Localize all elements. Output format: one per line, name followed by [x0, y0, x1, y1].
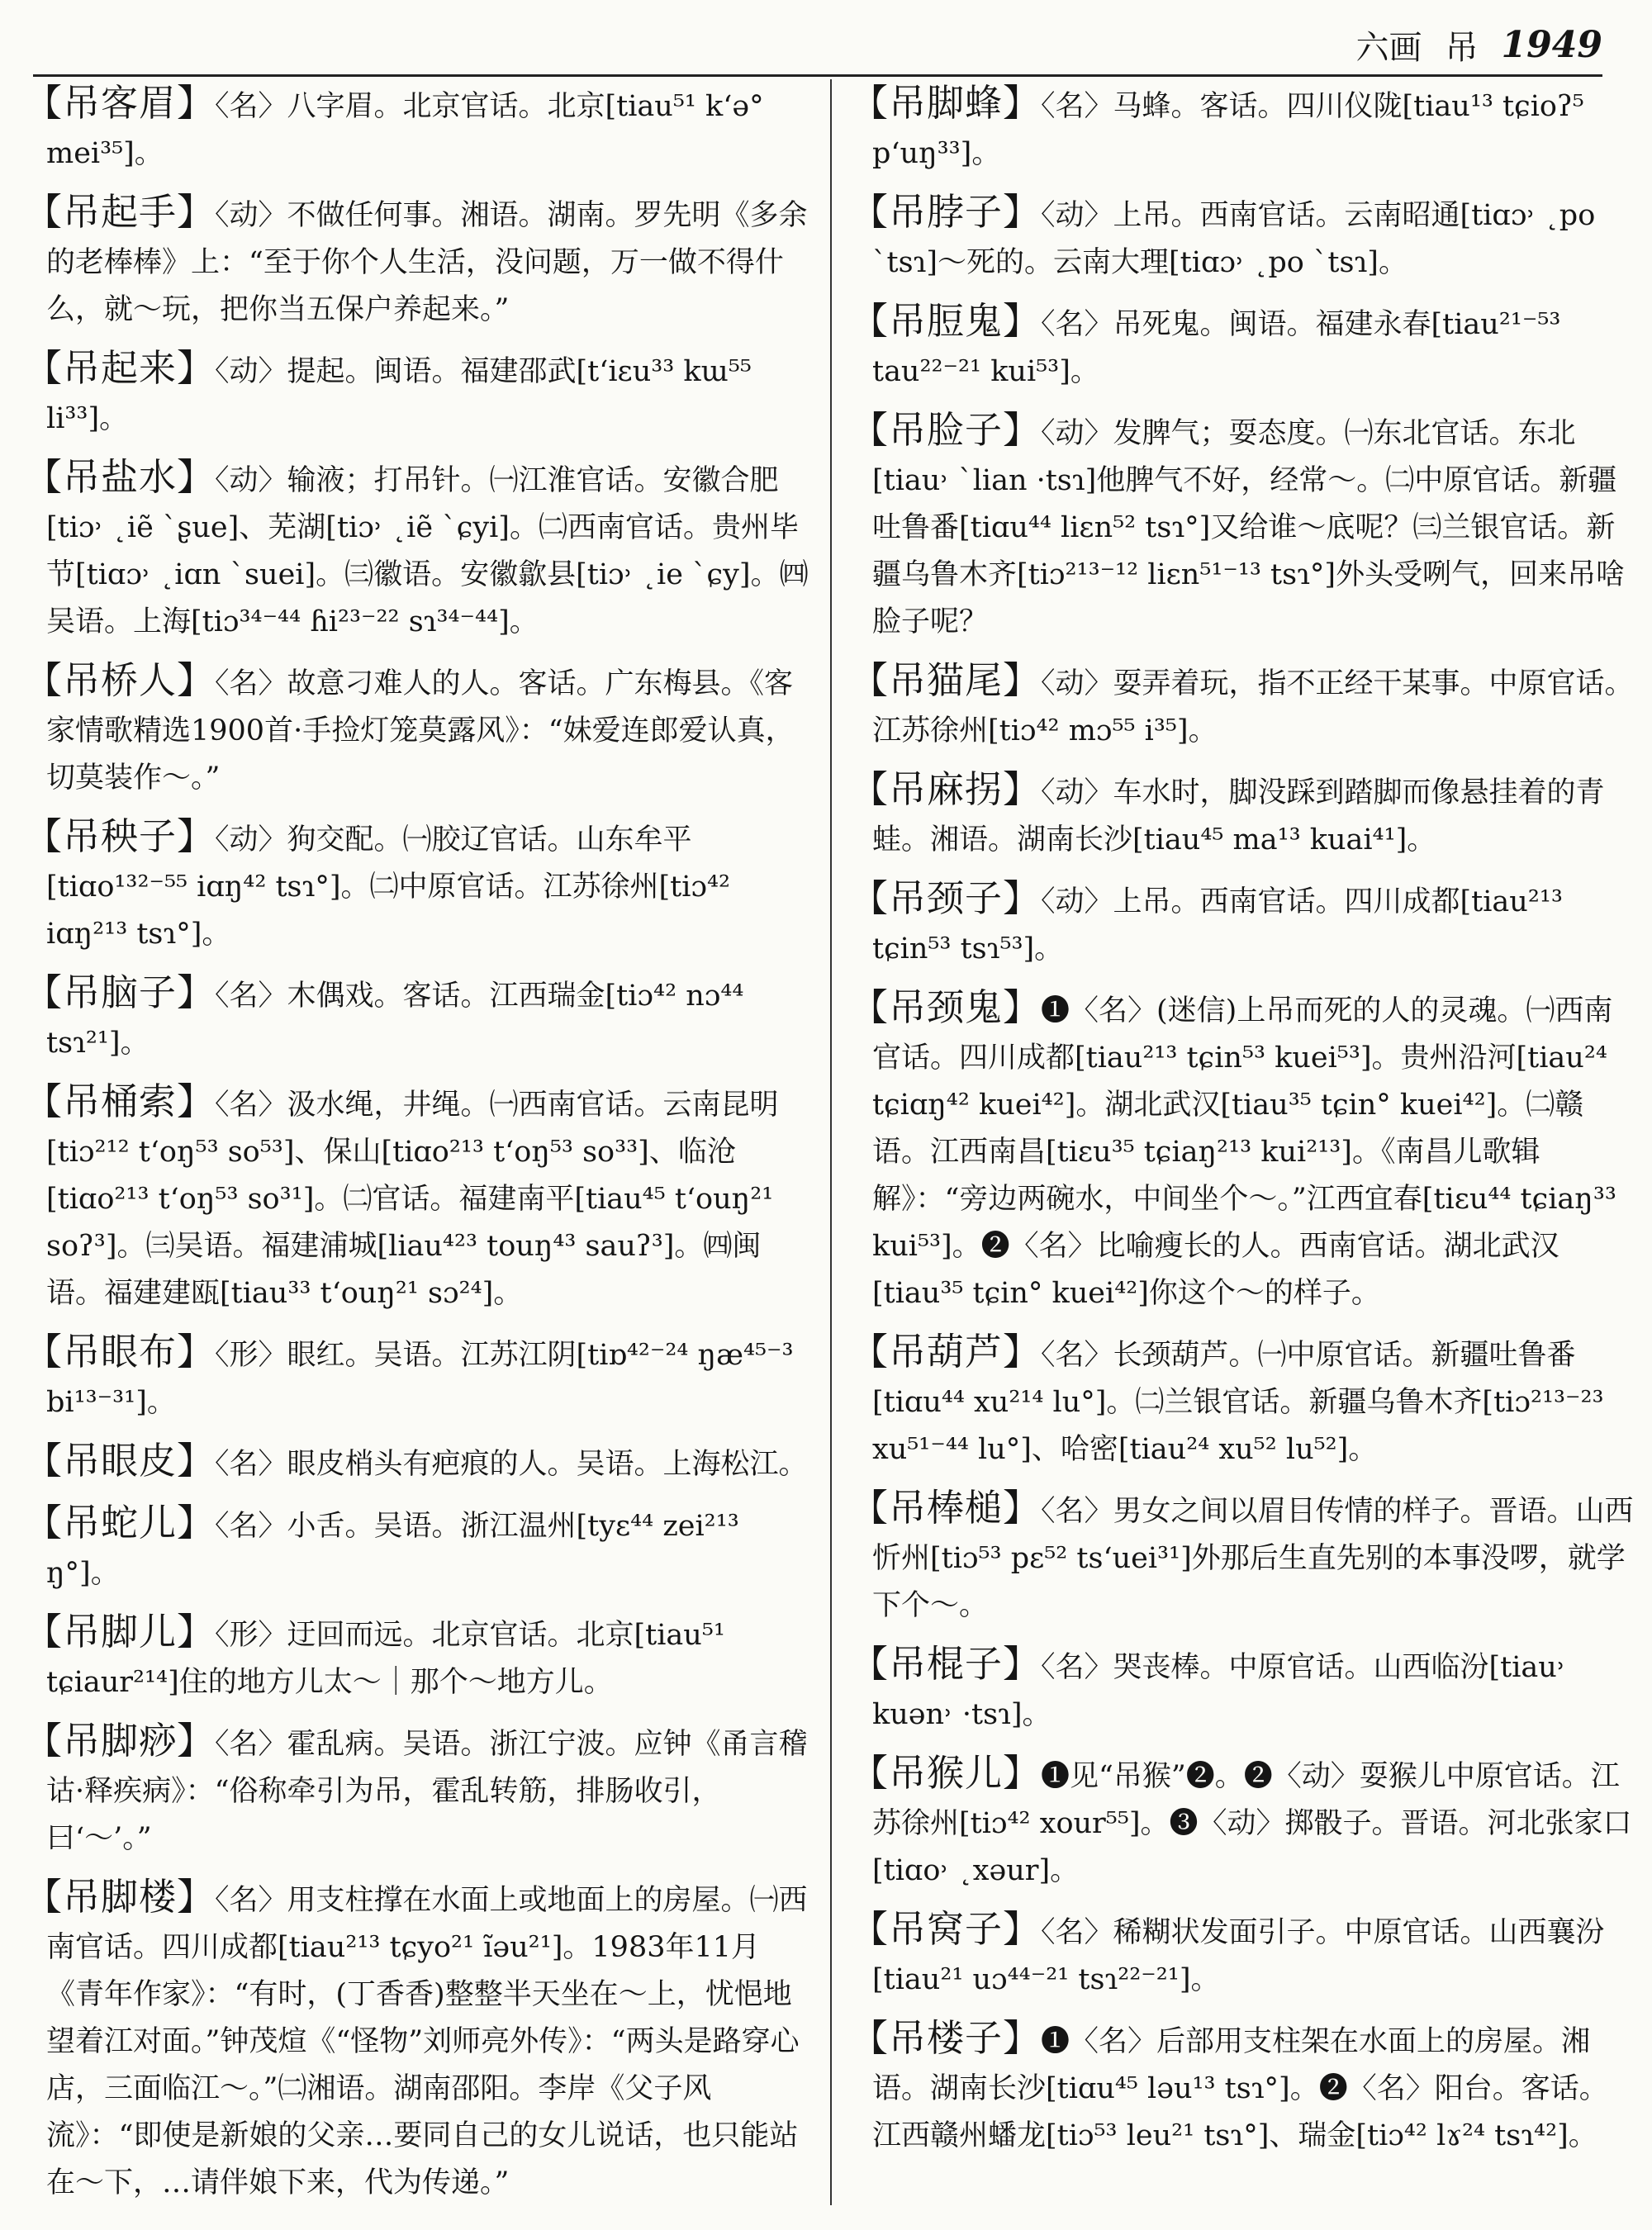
entry-definition: 〈名〉马蜂。客话。四川仪陇[tiau¹³ tɕioʔ⁵ pʻuŋ³³]。 [872, 90, 1584, 170]
dictionary-entry [25, 1499, 814, 1597]
dictionary-entry [851, 1905, 1635, 2004]
dictionary-entry [851, 1640, 1635, 1739]
entry-headword: 【吊脚痧】 [25, 1719, 216, 1763]
entry-definition: 〈名〉霍乱病。吴语。浙江宁波。应钟《甬言稽诂·释疾病》：“俗称牵引为吊，霍乱转筋，排肠收引，曰‘～’。” [46, 1728, 808, 1855]
entry-headword: 【吊脸子】 [851, 408, 1042, 452]
dictionary-entry [25, 1608, 814, 1706]
entry-headword: 【吊蛇儿】 [25, 1501, 216, 1544]
entry-definition: 〈名〉男女之间以眉目传情的样子。晋语。山西忻州[tiɔ⁵³ pɛ⁵² tsʻuei³¹]外那后生直先别的本事没啰，就学下个～。 [872, 1495, 1634, 1622]
dictionary-entry [25, 79, 814, 178]
dictionary-entry [25, 657, 814, 802]
dictionary-entry [851, 984, 1635, 1317]
entry-headword: 【吊棒槌】 [851, 1486, 1042, 1530]
dictionary-entry [851, 406, 1635, 646]
entry-headword: 【吊猴儿】 [851, 1751, 1042, 1795]
dictionary-entry [851, 2014, 1635, 2160]
entry-headword: 【吊楼子】 [851, 2016, 1042, 2060]
dictionary-entry [851, 1484, 1635, 1630]
entry-headword: 【吊桶索】 [25, 1079, 216, 1123]
entry-definition: 〈动〉上吊。西南官话。四川成都[tiau²¹³ tɕin⁵³ tsɿ⁵³]。 [872, 885, 1563, 966]
entry-headword: 【吊客眉】 [25, 81, 216, 125]
entry-headword: 【吊脚楼】 [25, 1875, 216, 1919]
entry-headword: 【吊麻拐】 [851, 767, 1042, 811]
entry-definition: 〈名〉稀糊状发面引子。中原官话。山西襄汾[tiau²¹ uɔ⁴⁴⁻²¹ tsɿ²²⁻²¹]。 [872, 1916, 1605, 1996]
entry-definition: 〈动〉提起。闽语。福建邵武[tʻiɛu³³ kɯ⁵⁵ li³³]。 [46, 355, 752, 435]
entry-definition: 〈名〉小舌。吴语。浙江温州[tyɛ⁴⁴ zei²¹³ ŋ°]。 [46, 1510, 739, 1590]
page-number: 1949 [1501, 23, 1602, 66]
entry-definition: 〈动〉耍弄着玩，指不正经干某事。中原官话。江苏徐州[tiɔ⁴² mɔ⁵⁵ i³⁵]。 [872, 667, 1634, 747]
entry-headword: 【吊棍子】 [851, 1642, 1042, 1686]
entry-definition: 〈名〉眼皮梢头有疤痕的人。吴语。上海松江。 [215, 1448, 808, 1481]
dictionary-entry [25, 1078, 814, 1317]
dictionary-entry [25, 969, 814, 1067]
entry-headword: 【吊眼皮】 [25, 1439, 216, 1483]
dictionary-entry [25, 1717, 814, 1862]
entry-definition: 〈名〉故意刁难人的人。客话。广东梅县。《客家情歌精选1900首·手捡灯笼莫露风》：“妹爱连郎爱认真，切莫装作～。” [46, 667, 795, 795]
entry-definition: 〈动〉不做任何事。湘语。湖南。罗先明《多余的老棒棒》上：“至于你个人生活，没问题，万一做不得什么，就～玩，把你当五保户养起来。” [46, 199, 808, 326]
entry-headword: 【吊脖子】 [851, 190, 1042, 234]
column-divider [830, 79, 832, 2205]
entry-headword: 【吊盐水】 [25, 455, 216, 499]
entry-definition: 〈名〉用支柱撑在水面上或地面上的房屋。㈠西南官话。四川成都[tiau²¹³ tɕyo²¹ ĩəu²¹]。1983年11月《青年作家》：“有时，(丁香香)整整半天坐在～上，忧悒地望着江对面。”钟茂煊《“怪物”刘师亮外传》：“两头是路穿心店，三面临江～。”㈡湘语。湖南邵阳。李岸《父子风流》：“即使是新娘的父亲…要同自己的女儿说话，也只能站在～下，…请伴娘下来，代为传递。” [46, 1884, 808, 2199]
entry-definition: 〈形〉眼红。吴语。江苏江阴[tiɒ⁴²⁻²⁴ ŋæ⁴⁵⁻³ bi¹³⁻³¹]。 [46, 1339, 794, 1419]
entry-headword: 【吊桥人】 [25, 658, 216, 702]
dictionary-entry [851, 79, 1635, 178]
dictionary-entry [851, 188, 1635, 287]
entry-definition: 〈名〉吊死鬼。闽语。福建永春[tiau²¹⁻⁵³ tau²²⁻²¹ kui⁵³]。 [872, 308, 1561, 388]
left-column [25, 79, 814, 2222]
entry-headword: 【吊起来】 [25, 346, 216, 390]
dictionary-entry [851, 766, 1635, 864]
dictionary-entry [851, 1749, 1635, 1895]
dictionary-entry [851, 657, 1635, 755]
dictionary-entry [25, 813, 814, 958]
entry-definition: 〈名〉汲水绳，井绳。㈠西南官话。云南昆明[tiɔ²¹² tʻoŋ⁵³ so⁵³]、保山[tiɑo²¹³ tʻoŋ⁵³ so³³]、临沧[tiɑo²¹³ tʻoŋ⁵³ so³¹]。㈡官话。福建南平[tiau⁴⁵ tʻouŋ²¹ soʔ³]。㈢吴语。福建浦城[liau⁴²³ touŋ⁴³ sauʔ³]。㈣闽语。福建建瓯[tiau³³ tʻouŋ²¹ sɔ²⁴]。 [46, 1089, 779, 1310]
entry-definition: 〈动〉发脾气；耍态度。㈠东北官话。东北[tiau˒ ˋlian ·tsɿ]他脾气不好，经常～。㈡中原官话。新疆吐鲁番[tiɑu⁴⁴ liɛn⁵² tsɿ°]又给谁～底呢？㈢兰银官话。新疆乌鲁木齐[tiɔ²¹³⁻¹² liɛn⁵¹⁻¹³ tsɿ°]外头受咧气，回来吊啥脸子呢？ [872, 417, 1626, 638]
entry-headword: 【吊颈子】 [851, 876, 1042, 920]
dictionary-entry [25, 1873, 814, 2207]
entry-headword: 【吊起手】 [25, 190, 216, 234]
running-header [33, 15, 1602, 77]
header-character: 吊 [1445, 28, 1479, 67]
dictionary-entry [25, 453, 814, 646]
dictionary-entry [25, 344, 814, 443]
entry-definition: 〈形〉迂回而远。北京官话。北京[tiau⁵¹ tɕiaur²¹⁴]住的地方儿太～｜那个～地方儿。 [46, 1619, 725, 1699]
entry-headword: 【吊脚儿】 [25, 1610, 216, 1654]
dictionary-entry [851, 297, 1635, 396]
entry-definition: 〈动〉车水时，脚没踩到踏脚而像悬挂着的青蛙。湘语。湖南长沙[tiau⁴⁵ ma¹³ kuai⁴¹]。 [872, 776, 1605, 856]
entry-definition: 〈名〉哭丧棒。中原官话。山西临汾[tiau˒ kuən˒ ·tsɿ]。 [872, 1651, 1566, 1731]
dictionary-entry [25, 1328, 814, 1426]
entry-headword: 【吊颈鬼】 [851, 985, 1042, 1029]
entry-definition: 〈动〉狗交配。㈠胶辽官话。山东牟平[tiɑo¹³²⁻⁵⁵ iɑŋ⁴² tsɿ°]。㈡中原官话。江苏徐州[tiɔ⁴² iɑŋ²¹³ tsɿ°]。 [46, 823, 731, 951]
entry-definition: 〈名〉八字眉。北京官话。北京[tiau⁵¹ kʻə° mei³⁵]。 [46, 90, 764, 170]
entry-definition: 〈动〉输液；打吊针。㈠江淮官话。安徽合肥[tiɔ˒ ˛iẽ ˋʂue]、芜湖[tiɔ˒ ˛iẽ ˋɕyi]。㈡西南官话。贵州毕节[tiɑɔ˒ ˛iɑn ˋsuei]。㈢徽语。安徽歙县[tiɔ˒ ˛ie ˋɕy]。㈣吴语。上海[tiɔ³⁴⁻⁴⁴ ɦi²³⁻²² sɿ³⁴⁻⁴⁴]。 [46, 464, 809, 638]
entry-headword: 【吊秧子】 [25, 814, 216, 858]
dictionary-entry [851, 1328, 1635, 1473]
entry-definition: 〈动〉上吊。西南官话。云南昭通[tiɑɔ˒ ˛po ˋtsɿ]～死的。云南大理[tiɑɔ˒ ˛po ˋtsɿ]。 [872, 199, 1596, 279]
entry-headword: 【吊猫尾】 [851, 658, 1042, 702]
entry-definition: ❶〈名〉后部用支柱架在水面上的房屋。湘语。湖南长沙[tiɑu⁴⁵ ləu¹³ tsɿ°]。❷〈名〉阳台。客话。江西赣州蟠龙[tiɔ⁵³ leu²¹ tsɿ°]、瑞金[tiɔ⁴² lɤ²⁴ tsɿ⁴²]。 [872, 2025, 1608, 2152]
dictionary-entry [851, 875, 1635, 973]
entry-headword: 【吊窝子】 [851, 1907, 1042, 1951]
entry-definition: 〈名〉木偶戏。客话。江西瑞金[tiɔ⁴² nɔ⁴⁴ tsɿ²¹]。 [46, 980, 744, 1060]
entry-headword: 【吊脑子】 [25, 970, 216, 1014]
entry-definition: ❶见“吊猴”❷。❷〈动〉耍猴儿中原官话。江苏徐州[tiɔ⁴² xour⁵⁵]。❸〈动〉掷骰子。晋语。河北张家口[tiɑo˒ ˛xəur]。 [872, 1760, 1632, 1887]
entry-definition: 〈名〉长颈葫芦。㈠中原官话。新疆吐鲁番[tiɑu⁴⁴ xu²¹⁴ lu°]。㈡兰银官话。新疆乌鲁木齐[tiɔ²¹³⁻²³ xu⁵¹⁻⁴⁴ lu°]、哈密[tiau²⁴ xu⁵² lu⁵²]。 [872, 1339, 1604, 1466]
dictionary-entry [25, 188, 814, 334]
entry-headword: 【吊眼布】 [25, 1330, 216, 1374]
entry-definition: ❶〈名〉(迷信)上吊而死的人的灵魂。㈠西南官话。四川成都[tiau²¹³ tɕin⁵³ kuei⁵³]。贵州沿河[tiau²⁴ tɕiɑŋ⁴² kuei⁴²]。湖北武汉[tiau³⁵ tɕin° kuei⁴²]。㈡赣语。江西南昌[tiɛu³⁵ tɕiaŋ²¹³ kui²¹³]。《南昌儿歌辑解》：“旁边两碗水，中间坐个～。”江西宜春[tiɛu⁴⁴ tɕiaŋ³³ kui⁵³]。❷〈名〉比喻瘦长的人。西南官话。湖北武汉[tiau³⁵ tɕin° kuei⁴²]你这个～的样子。 [872, 994, 1616, 1310]
entry-headword: 【吊脚蜂】 [851, 81, 1042, 125]
dictionary-entry [25, 1437, 814, 1488]
entry-headword: 【吊脰鬼】 [851, 299, 1042, 343]
entry-headword: 【吊葫芦】 [851, 1330, 1042, 1374]
section-label: 六画 [1355, 28, 1422, 67]
right-column [851, 79, 1635, 2222]
